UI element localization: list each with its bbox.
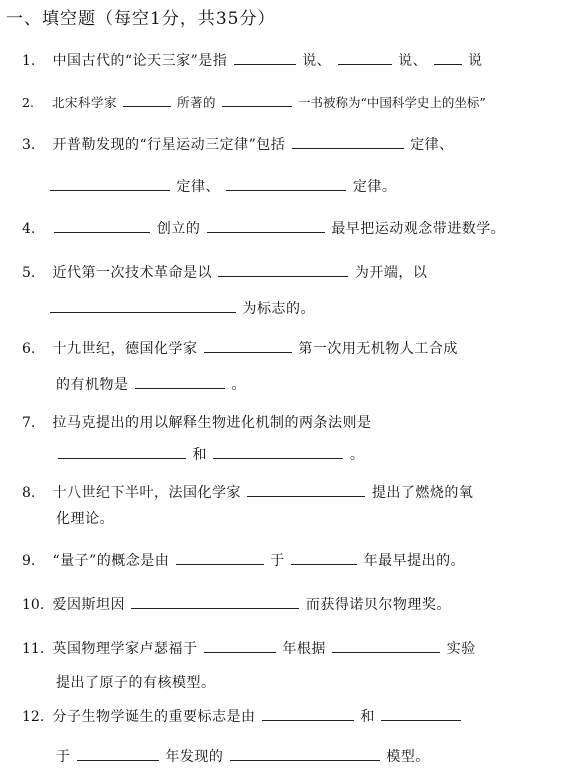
answer-blank[interactable] [222, 94, 292, 107]
question-text: 模型。 [386, 749, 430, 765]
answer-blank[interactable] [292, 136, 404, 149]
question-text: 开普勒发现的“行星运动三定律”包括 [52, 137, 286, 153]
question-text: 。 [349, 447, 365, 463]
question-text: 一书被称为“中国科学史上的坐标” [297, 95, 486, 110]
answer-blank[interactable] [77, 748, 159, 761]
question-text: 定律。 [352, 179, 397, 195]
question-text: 年最早提出的。 [363, 553, 466, 569]
question-8-continued [56, 510, 114, 528]
question-number: 2. [22, 95, 34, 110]
question-2 [22, 94, 486, 112]
answer-blank[interactable] [230, 748, 380, 761]
question-text: 提出了燃烧的氧 [371, 485, 474, 501]
answer-blank[interactable] [262, 708, 354, 721]
answer-blank[interactable] [247, 484, 365, 497]
answer-blank[interactable] [176, 552, 264, 565]
question-3 [22, 136, 454, 154]
question-text: 十九世纪，德国化学家 [52, 341, 198, 357]
question-4 [22, 220, 505, 238]
question-1 [22, 52, 483, 70]
question-number: 12. [22, 709, 45, 725]
question-text: 为开端，以 [354, 265, 428, 281]
question-text: 定律、 [410, 137, 454, 153]
question-text: 最早把运动观念带进数学。 [331, 221, 506, 237]
question-text: 于 [56, 749, 71, 765]
answer-blank[interactable] [123, 94, 171, 107]
section-title: 一、填空题（每空1分，共35分） [6, 9, 276, 29]
answer-blank[interactable] [291, 552, 357, 565]
answer-blank[interactable] [54, 220, 150, 233]
question-number: 1. [22, 53, 36, 69]
question-number: 3. [22, 137, 36, 153]
question-number: 8. [22, 485, 36, 501]
question-text: 分子生物学诞生的重要标志是由 [52, 709, 256, 725]
question-text: 说、 [302, 53, 332, 69]
question-number: 11. [22, 641, 45, 657]
question-text: 实验 [446, 641, 476, 657]
question-text: 提出了原子的有核模型。 [56, 675, 216, 691]
answer-blank[interactable] [332, 640, 440, 653]
question-text: 为标志的。 [242, 301, 315, 317]
answer-blank[interactable] [204, 340, 292, 353]
question-text: 所著的 [176, 95, 216, 110]
question-5-continued [48, 300, 315, 318]
question-8 [22, 484, 473, 502]
question-text: 年发现的 [165, 749, 224, 765]
answer-blank[interactable] [58, 446, 186, 459]
question-text: 爱因斯坦因 [52, 597, 125, 613]
question-3-continued [48, 178, 396, 196]
question-11-continued [56, 674, 216, 692]
question-text: 创立的 [156, 221, 201, 237]
question-text: 和 [192, 447, 207, 463]
question-7-continued [56, 446, 364, 464]
question-number: 4. [22, 221, 36, 237]
answer-blank[interactable] [213, 446, 343, 459]
answer-blank[interactable] [218, 264, 348, 277]
answer-blank[interactable] [381, 708, 461, 721]
answer-blank[interactable] [50, 300, 236, 313]
question-number: 7. [22, 415, 36, 431]
question-text: 说、 [398, 53, 428, 69]
question-text: 定律、 [176, 179, 220, 195]
answer-blank[interactable] [226, 178, 346, 191]
question-text: 第一次用无机物人工合成 [298, 341, 458, 357]
question-11 [22, 640, 476, 658]
answer-blank[interactable] [207, 220, 325, 233]
question-6-continued [56, 376, 246, 394]
question-text: 的有机物是 [56, 377, 129, 393]
answer-blank[interactable] [135, 376, 225, 389]
question-text: 北宋科学家 [51, 95, 117, 110]
question-5 [22, 264, 427, 282]
question-text: 中国古代的“论天三家”是指 [52, 53, 228, 69]
answer-blank[interactable] [50, 178, 170, 191]
question-text: 说 [468, 53, 483, 69]
question-number: 5. [22, 265, 36, 281]
question-12-continued [56, 748, 430, 766]
question-12 [22, 708, 463, 726]
question-9 [22, 552, 465, 570]
question-text: 年根据 [282, 641, 326, 657]
question-text: 而获得诺贝尔物理奖。 [305, 597, 451, 613]
question-text: 。 [231, 377, 246, 393]
answer-blank[interactable] [131, 596, 299, 609]
question-text: 和 [360, 709, 375, 725]
question-number: 10. [22, 597, 45, 613]
question-text: 十八世纪下半叶，法国化学家 [52, 485, 241, 501]
question-text: 近代第一次技术革命是以 [52, 265, 212, 281]
answer-blank[interactable] [234, 52, 296, 65]
question-text: 拉马克提出的用以解释生物进化机制的两条法则是 [52, 415, 372, 431]
question-number: 6. [22, 341, 36, 357]
question-10 [22, 596, 451, 614]
question-text: “量子”的概念是由 [52, 553, 170, 569]
answer-blank[interactable] [338, 52, 392, 65]
answer-blank[interactable] [434, 52, 462, 65]
question-text: 化理论。 [56, 511, 114, 527]
question-7 [22, 414, 371, 432]
question-text: 英国物理学家卢瑟福于 [52, 641, 198, 657]
answer-blank[interactable] [204, 640, 276, 653]
question-text: 于 [270, 553, 285, 569]
question-number: 9. [22, 553, 36, 569]
question-6 [22, 340, 458, 358]
